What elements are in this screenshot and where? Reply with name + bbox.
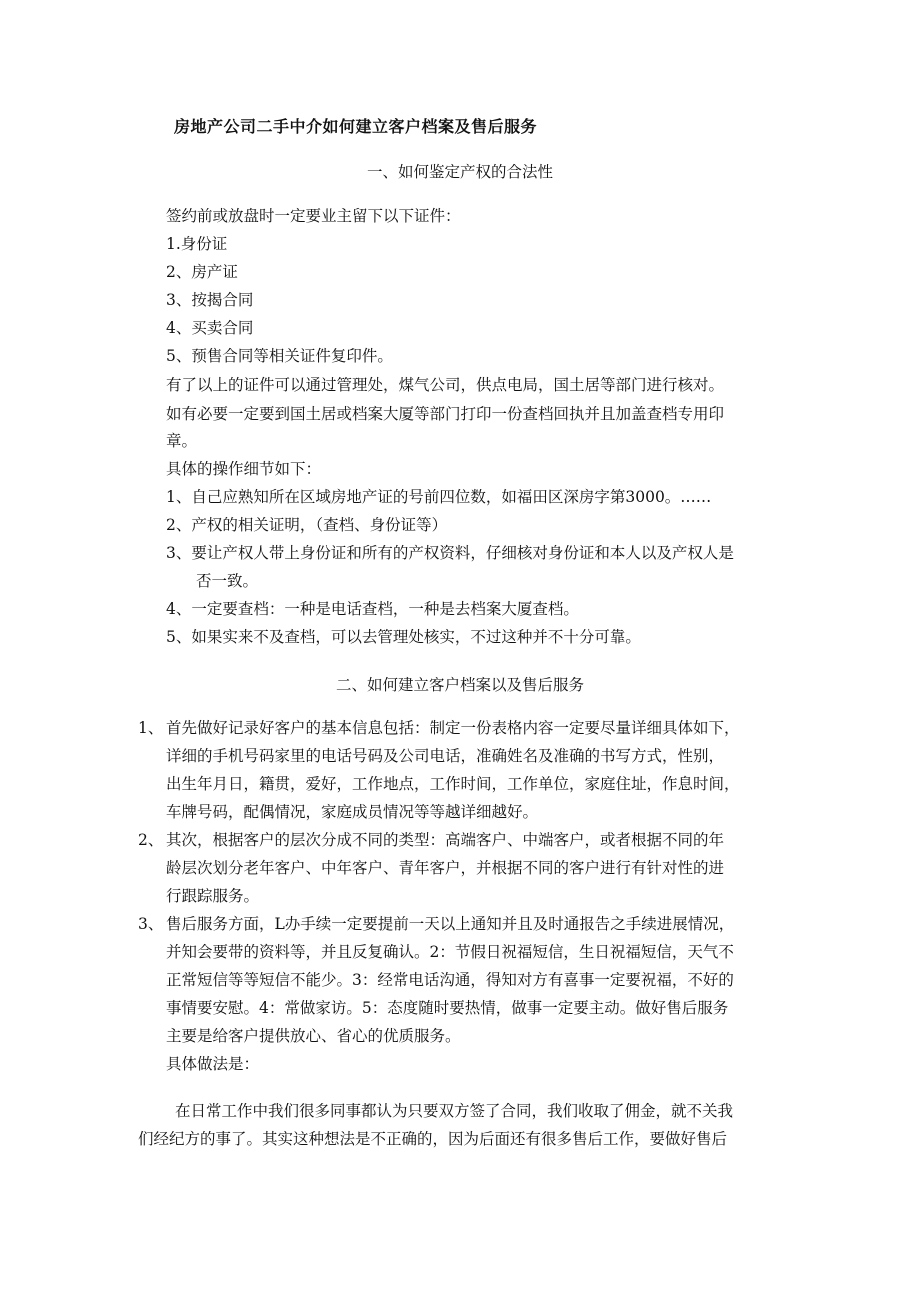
method-label: 具体做法是：: [166, 1055, 260, 1073]
doc-item-4: 4、买卖合同: [166, 319, 254, 337]
detail-item-2: 2、产权的相关证明，（查档、身份证等）: [166, 516, 448, 534]
item2-number: 2、: [138, 831, 164, 849]
item3-line4: 事情要安慰。4：常做家访。5：态度随时要热情，做事一定要主动。做好售后服务: [166, 999, 729, 1017]
doc-item-2: 2、房产证: [166, 263, 238, 281]
closing-line2: 们经纪方的事了。其实这种想法是不正确的，因为后面还有很多售后工作，要做好售后: [138, 1130, 728, 1148]
print-text-line2: 章。: [166, 432, 198, 450]
doc-item-5: 5、预售合同等相关证件复印件。: [166, 347, 393, 365]
item3-line3: 正常短信等等短信不能少。3：经常电话沟通，得知对方有喜事一定要祝福，不好的: [166, 971, 734, 989]
doc-item-1: 1.身份证: [166, 235, 228, 253]
item1-line1: 首先做好记录好客户的基本信息包括：制定一份表格内容一定要尽量详细具体如下，: [166, 719, 740, 737]
item2-line1: 其次，根据客户的层次分成不同的类型：高端客户、中端客户，或者根据不同的年: [166, 831, 725, 849]
item3-line2: 并知会要带的资料等，并且反复确认。2：节假日祝福短信，生日祝福短信，天气不: [166, 943, 734, 961]
detail-item-1: 1、自己应熟知所在区域房地产证的号前四位数，如福田区深房字第3000。……: [166, 488, 712, 506]
item3-line5: 主要是给客户提供放心、省心的优质服务。: [166, 1027, 461, 1045]
detail-item-3-line1: 3、要让产权人带上身份证和所有的产权资料，仔细核对身份证和本人以及产权人是: [166, 544, 734, 562]
item1-line3: 出生年月日，籍贯，爱好，工作地点，工作时间，工作单位，家庭住址，作息时间，: [166, 775, 740, 793]
item1-number: 1、: [138, 719, 164, 737]
item1-line4: 车牌号码，配偶情况，家庭成员情况等等越详细越好。: [166, 803, 539, 821]
item1-line2: 详细的手机号码家里的电话号码及公司电话，准确姓名及准确的书写方式，性别，: [166, 747, 725, 765]
item2-line2: 龄层次划分老年客户、中年客户、青年客户，并根据不同的客户进行有针对性的进: [166, 859, 725, 877]
document-title: 房地产公司二手中介如何建立客户档案及售后服务: [174, 117, 538, 136]
detail-item-3-line2: 否一致。: [196, 572, 259, 590]
item3-number: 3、: [138, 915, 164, 933]
section2-heading: 二、如何建立客户档案以及售后服务: [335, 676, 584, 694]
print-text-line1: 如有必要一定要到国土居或档案大厦等部门打印一份查档回执并且加盖查档专用印: [166, 405, 725, 423]
verify-text: 有了以上的证件可以通过管理处，煤气公司，供点电局，国土居等部门进行核对。: [166, 376, 725, 394]
section1-heading: 一、如何鉴定产权的合法性: [366, 163, 553, 181]
details-intro: 具体的操作细节如下：: [166, 460, 322, 478]
closing-line1: 在日常工作中我们很多同事都认为只要双方签了合同，我们收取了佣金，就不关我: [175, 1102, 734, 1120]
doc-item-3: 3、按揭合同: [166, 291, 254, 309]
item3-line1: 售后服务方面，L办手续一定要提前一天以上通知并且及时通报告之手续进展情况，: [166, 915, 735, 933]
detail-item-4: 4、一定要查档：一种是电话查档，一种是去档案大厦查档。: [166, 600, 579, 618]
detail-item-5: 5、如果实来不及查档，可以去管理处核实，不过这种并不十分可靠。: [166, 628, 641, 646]
section1-intro: 签约前或放盘时一定要业主留下以下证件：: [166, 207, 461, 225]
item2-line3: 行跟踪服务。: [166, 887, 260, 905]
